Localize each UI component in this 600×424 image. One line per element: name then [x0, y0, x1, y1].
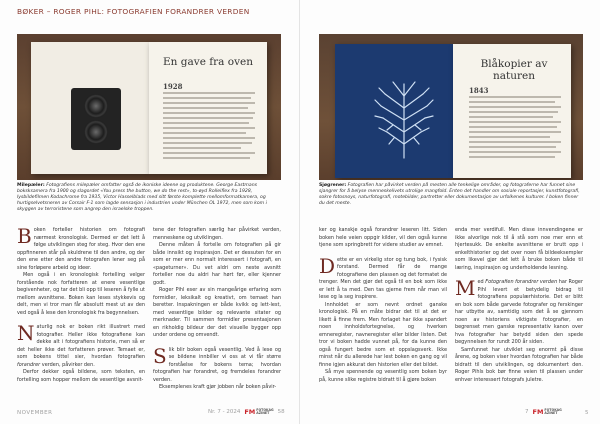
fotomagazinet-logo: FM FOTOKAG AZINET [532, 407, 562, 416]
fotomagazinet-logo: FM FOTOKAG AZINET [244, 407, 274, 416]
footer-issue [525, 408, 562, 416]
paragraph: tene der fotografien særlig har påvirket verden, menneskene og utviklingen. [153, 227, 281, 241]
paragraph: Denne måten å fortelle om fotografien på gir både innsikt og inspirasjon. Det er dessuten for en som er mer enn normalt interessert i fotografi, en «pageturner». Du vet aldri om neste avsnitt forteller noe du aldri har hørt før, eller kjenner godt. [153, 242, 281, 286]
photo-book-text-lines [469, 96, 561, 161]
twin-lens-camera-image [71, 88, 121, 150]
article-column [455, 227, 583, 384]
page-number-left: 7 [525, 409, 529, 415]
paragraph: oken forteller historien om fotografi nærmest kronologisk. Dermed er det lett å følge utviklingen steg for steg. Hvor den ene oppfinneren står på skuldrene til den andre, og der den ene etter den andre fotografen lener seg på sine forløpere arbeid og ideer. [17, 227, 145, 271]
cyanotype-plant-image [369, 74, 439, 160]
caption-text: Fotografiens milepæler omfatter også de ikoniske ideene og produktene. George Eastmans boksksamera fra 1900 og slagordet «You press the button, we do the rest», to-øyd Rolleiflex fra 1928, lysbildefilmen Kodachrome fra 1935, Victor Hasselblads med sitt første komplette mellomformatkamera, og hurtigselvetsneren av Corsair F-1 som lagde sensasjon i industrien under München OL 1972, men som kom i skyggen av terroristene som angrep den israelske troppen. [17, 183, 267, 212]
caption-label: Sjøgrener: [319, 183, 347, 188]
running-head: BØKER – ROGER PIHL: FOTOGRAFIEN FORANDRER VERDEN [17, 7, 250, 16]
paragraph: ette er en virkelig stor og tung bok, i fysisk forstand. Dermed får de mange fotografiene den plassen og det formatet de trenger. Men det gjør det også til en bok som ikke er lett å ta med. Den tas gjerne frem når man vil lese og la seg inspirere. [319, 256, 447, 300]
book-photo-right [319, 34, 583, 180]
paragraph: Roger Pihl eser av sin mangeårige erfaring som formidler, leksikalt og kreativt, om temaet han beretter. Inspakningen er både kvikk og lett-lest, med vesentlige bilder og relevante sitater og merknader. Til sammen formidler presentasjonen en rikholdig bildeur der det visuelle bygger opp under ordene og omvendt. [153, 287, 281, 338]
page-number: 58 [277, 409, 285, 415]
paragraph: enda mer verdifull. Men disse innvendingene er ikke alvorlige nok til å stå som noe mer enn et hjertesukk. De enkelte avsnittene er brutt opp i enkelthistorier og det over noen få bildeeksempler som likevel gjør det lett å bruke boken både til læring, inspirasjon og underholdende lesning. [455, 227, 583, 271]
paragraph: aturlig nok er boken rikt illustrert med fotografier. Heller ikke fotografiene kan dekke alt i fotografiens historie, men så er det heller ikke det forfatteren prøver. Temaet er, som bokens tittel sier, hvordan fotografien [17, 324, 145, 360]
open-book-left-page [31, 42, 149, 174]
drop-cap: S [153, 343, 167, 368]
paragraph: Eksemplenes kraft gjør jobben når boken påvir- [159, 384, 277, 390]
caption-label: Milepæler: [17, 183, 45, 188]
drop-cap: M [455, 276, 476, 300]
photo-caption [17, 183, 281, 213]
article-column [319, 227, 447, 384]
photo-book-title: Blåkopier av naturen [480, 58, 548, 82]
page-number: 5 [585, 410, 589, 416]
drop-cap: B [17, 224, 32, 248]
article-columns [319, 227, 583, 384]
emphasis: Fotografien forandrer verden [485, 279, 558, 285]
paragraph: Innholdet er som nevnt ordnet ganske kronologisk. På en måte bidrar det til at det er likett å finne frem. Men forlaget har ikke spandert noen innholdsfortegnelse, og hverken emneregister, navneregister eller bilder listen. Det tror vi boken hadde vunnet på, for da kunne den også fungert bedre som et oppslagsverk. Ikke minst når du allerede har lest boken en gang og vil finne igjen akkurat den historien eller det bildet. [319, 301, 447, 368]
paragraph: Samfunnet har utviklet seg enormt på disse årene, og boken viser hvordan fotografien har både bidratt til den utviklingen, og dokumentert den. Roger Pihls bok bør finne veien til plassen under enhver interessert fotografs juletre. [455, 346, 583, 383]
paragraph-tail: verden, påvirker den. [41, 361, 95, 368]
photo-caption [319, 183, 583, 207]
paragraph: Derfor dekker også bildene, som teksten, en fortelling som hopper mellom de vesentlige avsnit- [17, 369, 145, 383]
camera-lens-icon [84, 120, 108, 144]
article-column [153, 227, 281, 392]
photo-book-title: En gave fra oven [163, 56, 253, 68]
drop-cap: N [17, 321, 35, 345]
paragraph: lik blir boken også vesentlig. Ved å lese og se bildene innbiller vi oss at vi får større forståelse for bokens tema; hvordan fotografien har forandret, og fremdeles forandrer verden. [153, 346, 281, 383]
paragraph: Så mye spennende og vesentlig som boken byr på, kunne slike registre bidratt til å gjøre boken [319, 369, 447, 383]
paragraph: har Roger Pihl levert et betydelig bidrag til fotografiens populærhistorie. Det er blitt en bok som både garvede fotografer og ferskinger har utbytte av, samtidig som det å se gjennom noen av historiens viktigste fotografier, en begrenset men ganske representativ kanon over hva fotografier har betydd siden den spede begynnelsen for rundt 200 år siden. [455, 279, 583, 345]
paragraph-lead: ed [477, 279, 484, 285]
footer-issue [208, 408, 285, 416]
drop-cap: D [319, 253, 336, 278]
book-photo-left [17, 34, 281, 180]
emphasis: forandrer [17, 361, 41, 368]
camera-lens-icon [84, 94, 108, 118]
article-column [17, 224, 145, 392]
photo-book-year: 1928 [163, 82, 183, 91]
paragraph: ker og kanskje også forandrer leseren litt. Siden boken hele veien oppgir kilder, vil den også kunne tjene som springbrett for videre studier av emnet. [319, 227, 447, 248]
footer-month: NOVEMBER [17, 410, 53, 416]
paragraph: Men også i en kronologisk fortelling velger forstående nok forfatteren at enere vesentlige begivenheter, og tar det bli opp til leseren å fylle ut mellom avsnittene. Boken kan leses stykkevis og delt, men vi tror man får absolutt mest ut av den ved også å lese den kronologisk fra begynnelsen. [17, 272, 145, 316]
open-book-cyanotype-page [335, 44, 453, 178]
caption-text: Fotografien har påvirket verden på mesten alle tenkelige områder, og fotograferne har funnet sine sjangrer for å belyse menneskelivets utrolige mangfold. Enten det handler om sosiale reportasjer, kunstfotografi, sokre fotosnoys, naturfotografi, motebilder, partretter eller dokumentasjon av urfolkenes kulturer. I boken finner du det meste. [319, 183, 580, 206]
article-columns [17, 224, 281, 392]
photo-book-text-lines [163, 92, 255, 162]
issue-number: Nr. 7 - 2024 [208, 409, 241, 415]
right-page [300, 0, 600, 424]
photo-book-year: 1843 [469, 86, 489, 95]
